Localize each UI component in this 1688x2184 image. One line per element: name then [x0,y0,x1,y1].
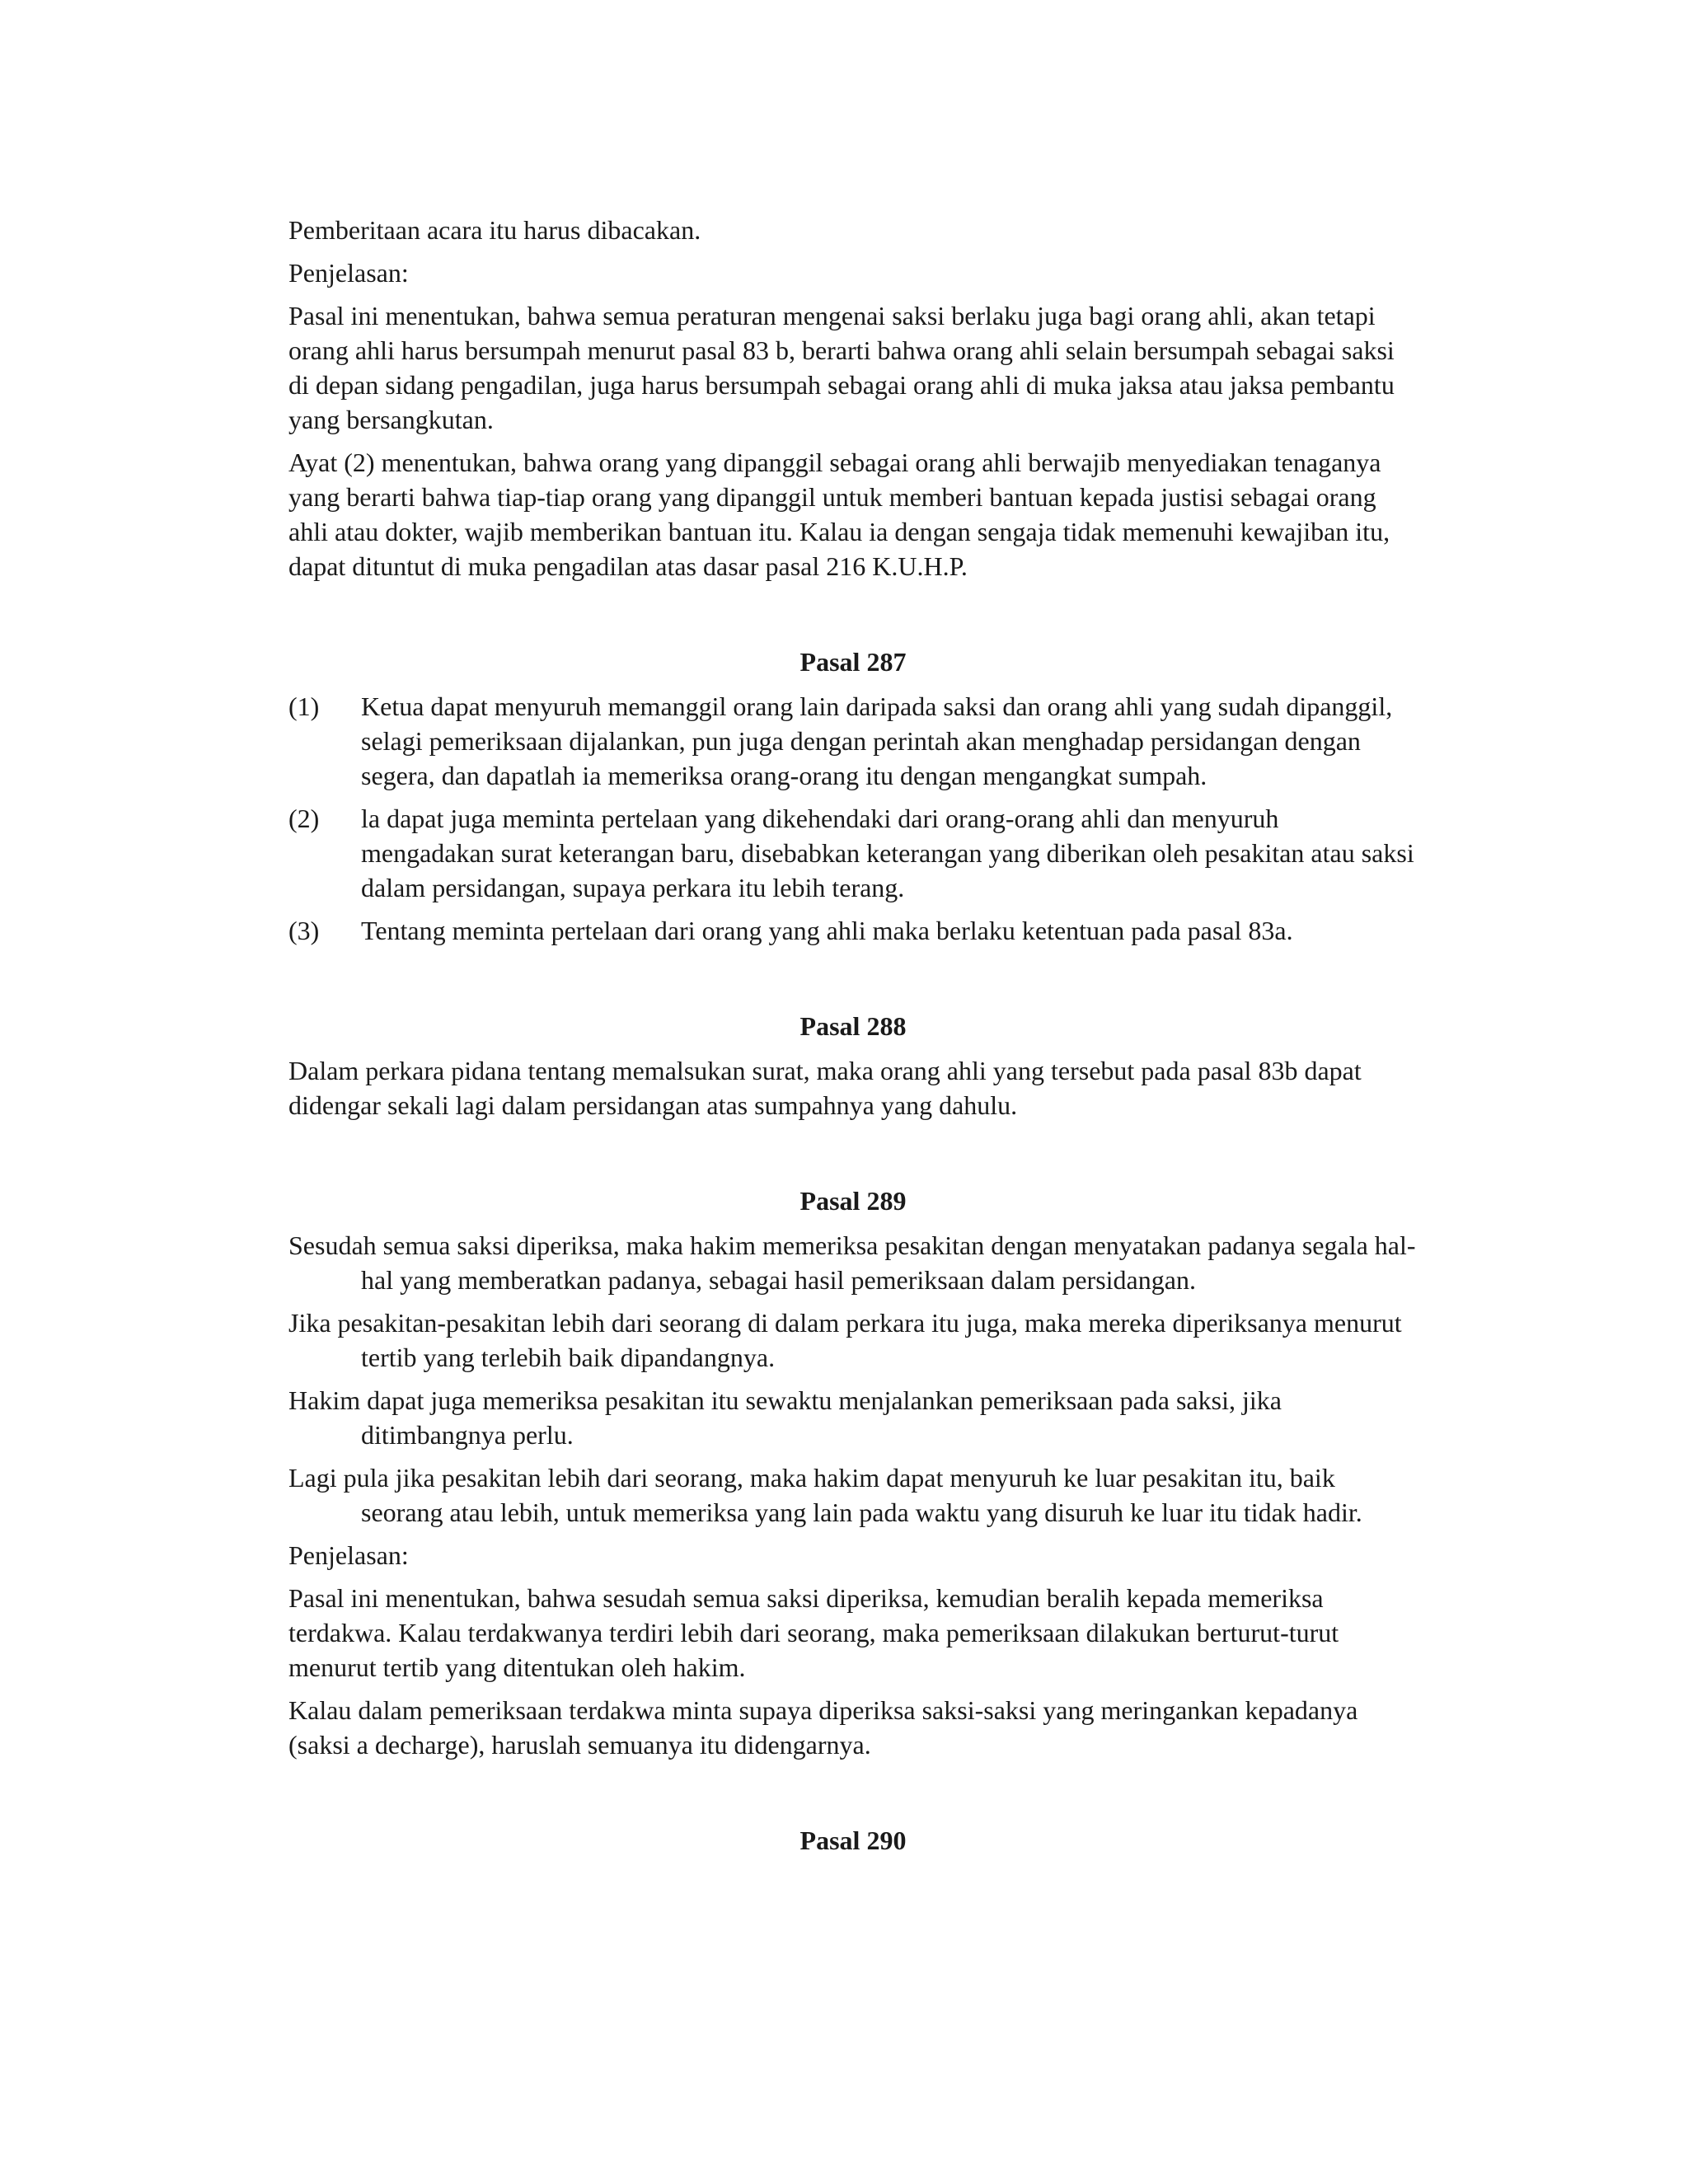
pasal-288-section [288,1009,1418,1122]
pasal-288-heading: Pasal 288 [799,1011,907,1041]
item-number: (2) [288,804,320,833]
pasal-287-section [288,644,1418,948]
intro-explanation-2: Ayat (2) menentukan, bahwa orang yang dipanggil sebagai orang ahli berwajib menyediakan tenaganya yang berarti bahwa tiap-tiap orang yang dipanggil untuk memberi bantuan kepada justisi sebagai orang ahli atau dokter, wajib memberikan bantuan itu. Kalau ia dengan sengaja tidak memenuhi kewajiban itu, dapat dituntut di muka pengadilan atas dasar pasal 216 K.U.H.P. [288,448,1390,581]
item-text: la dapat juga meminta pertelaan yang dikehendaki dari orang-orang ahli dan menyuruh mengadakan surat keterangan baru, disebabkan keterangan yang diberikan oleh pesakitan atau saksi dalam persidangan, supaya perkara itu lebih terang. [361,804,1414,902]
pasal-289-section [288,1183,1418,1762]
pasal-290-section [288,1823,1418,1858]
pasal-287-heading: Pasal 287 [799,647,907,677]
pasal-289-heading: Pasal 289 [799,1186,907,1216]
pasal-287-item-2 [288,801,1418,905]
pasal-289-explanation-2: Kalau dalam pemeriksaan terdakwa minta supaya diperiksa saksi-saksi yang meringankan kepadanya (saksi a decharge), haruslah semuanya itu didengarnya. [288,1695,1358,1760]
pasal-289-explanation-1: Pasal ini menentukan, bahwa sesudah semua saksi diperiksa, kemudian beralih kepada memeriksa terdakwa. Kalau terdakwanya terdiri lebih dari seorang, maka pemeriksaan dilakukan berturut-turut menurut tertib yang ditentukan oleh hakim. [288,1583,1339,1682]
item-text: Ketua dapat menyuruh memanggil orang lain daripada saksi dan orang ahli yang sudah dipanggil, selagi pemeriksaan dijalankan, pun juga dengan perintah akan menghadap persidangan dengan segera, dan dapatlah ia memeriksa orang-orang itu dengan mengangkat sumpah. [361,691,1393,790]
pasal-289-para-3: Hakim dapat juga memeriksa pesakitan itu sewaktu menjalankan pemeriksaan pada saksi, jika ditimbangnya perlu. [288,1385,1282,1450]
intro-line: Pemberitaan acara itu harus dibacakan. [288,215,701,245]
document-page [288,213,1418,1868]
item-number: (1) [288,691,320,721]
intro-explanation-1: Pasal ini menentukan, bahwa semua peraturan mengenai saksi berlaku juga bagi orang ahli, akan tetapi orang ahli harus bersumpah menurut pasal 83 b, berarti bahwa orang ahli selain bersumpah sebagai saksi di depan sidang pengadilan, juga harus bersumpah sebagai orang ahli di muka jaksa atau jaksa pembantu yang bersangkutan. [288,301,1395,434]
pasal-289-para-2: Jika pesakitan-pesakitan lebih dari seorang di dalam perkara itu juga, maka mereka diperiksanya menurut tertib yang terlebih baik dipandangnya. [288,1308,1402,1372]
pasal-287-item-1 [288,689,1418,793]
penjelasan-label: Penjelasan: [288,258,409,288]
pasal-290-heading: Pasal 290 [799,1825,907,1855]
item-number: (3) [288,916,320,945]
pasal-287-item-3 [288,913,1418,948]
item-text: Tentang meminta pertelaan dari orang yang ahli maka berlaku ketentuan pada pasal 83a. [361,916,1293,945]
pasal-288-text: Dalam perkara pidana tentang memalsukan surat, maka orang ahli yang tersebut pada pasal 83b dapat didengar sekali lagi dalam persidangan atas sumpahnya yang dahulu. [288,1056,1362,1120]
pasal-289-para-1: Sesudah semua saksi diperiksa, maka hakim memeriksa pesakitan dengan menyatakan padanya segala hal-hal yang memberatkan padanya, sebagai hasil pemeriksaan dalam persidangan. [288,1230,1416,1295]
pasal-289-para-4: Lagi pula jika pesakitan lebih dari seorang, maka hakim dapat menyuruh ke luar pesakitan itu, baik seorang atau lebih, untuk memeriksa yang lain pada waktu yang disuruh ke luar itu tidak hadir. [288,1463,1362,1527]
penjelasan-label: Penjelasan: [288,1540,409,1570]
